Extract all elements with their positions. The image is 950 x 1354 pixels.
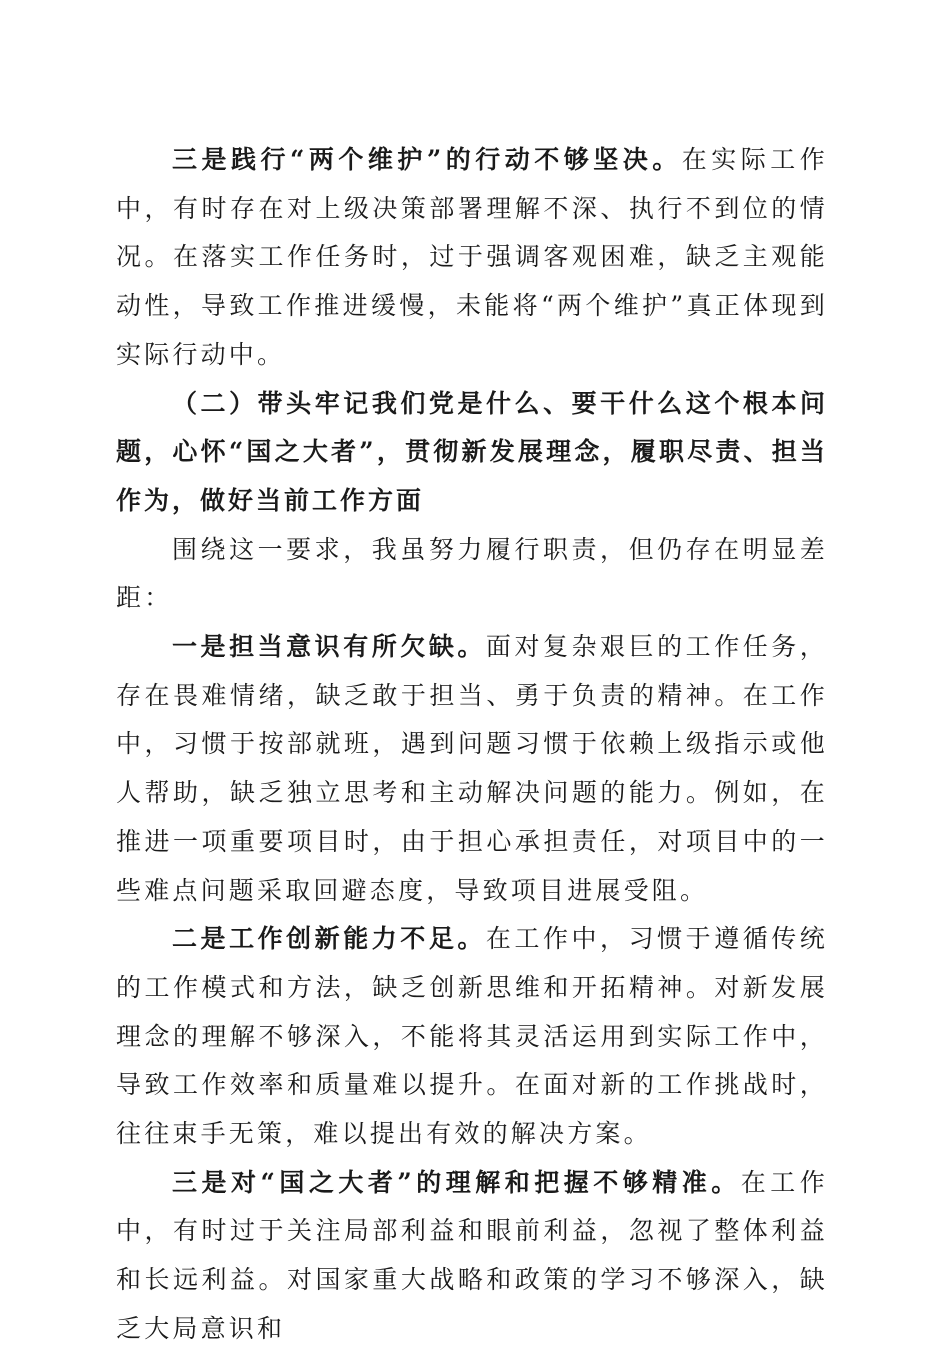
paragraph-text: 面对复杂艰巨的工作任务，存在畏难情绪，缺乏敢于担当、勇于负责的精神。在工作中，习惯于按部就班，遇到问题习惯于依赖上级指示或他人帮助，缺乏独立思考和主动解决问题的能力。例如，在推进一项重要项目时，由于担心承担责任，对项目中的一些难点问题采取回避态度，导致项目进展受阻。 — [116, 632, 829, 905]
paragraph-text: 在实际工作中，有时存在对上级决策部署理解不深、执行不到位的情况。在落实工作任务时，过于强调客观困难，缺乏主观能动性，导致工作推进缓慢，未能将“两个维护”真正体现到实际行动中。 — [116, 145, 828, 369]
paragraph-intro — [116, 526, 828, 623]
paragraph-text: 围绕这一要求，我虽努力履行职责，但仍存在明显差距： — [116, 534, 828, 613]
paragraph-responsibility — [116, 623, 828, 915]
paragraph-text: 在工作中，习惯于遵循传统的工作模式和方法，缺乏创新思维和开拓精神。对新发展理念的理解不够深入，不能将其灵活运用到实际工作中，导致工作效率和质量难以提升。在面对新的工作挑战时，往往束手无策，难以提出有效的解决方案。 — [116, 924, 829, 1149]
section-heading-2: （二）带头牢记我们党是什么、要干什么这个根本问题，心怀“国之大者”，贯彻新发展理念，履职尽责、担当作为，做好当前工作方面 — [116, 388, 828, 515]
paragraph-two-safeguards — [116, 136, 828, 380]
paragraph-lead: 一是担当意识有所欠缺。 — [172, 632, 486, 662]
document-page — [116, 136, 828, 1354]
paragraph-innovation — [116, 915, 828, 1159]
paragraph-lead: 三是践行“两个维护”的行动不够坚决。 — [172, 145, 682, 174]
paragraph-text: 在工作中，有时过于关注局部利益和眼前利益，忽视了整体利益和长远利益。对国家重大战略和政策的学习不够深入，缺乏大局意识和 — [116, 1167, 828, 1343]
paragraph-lead: 二是工作创新能力不足。 — [172, 924, 486, 954]
paragraph-national-priorities — [116, 1159, 828, 1354]
paragraph-lead: 三是对“国之大者”的理解和把握不够精准。 — [172, 1167, 741, 1197]
